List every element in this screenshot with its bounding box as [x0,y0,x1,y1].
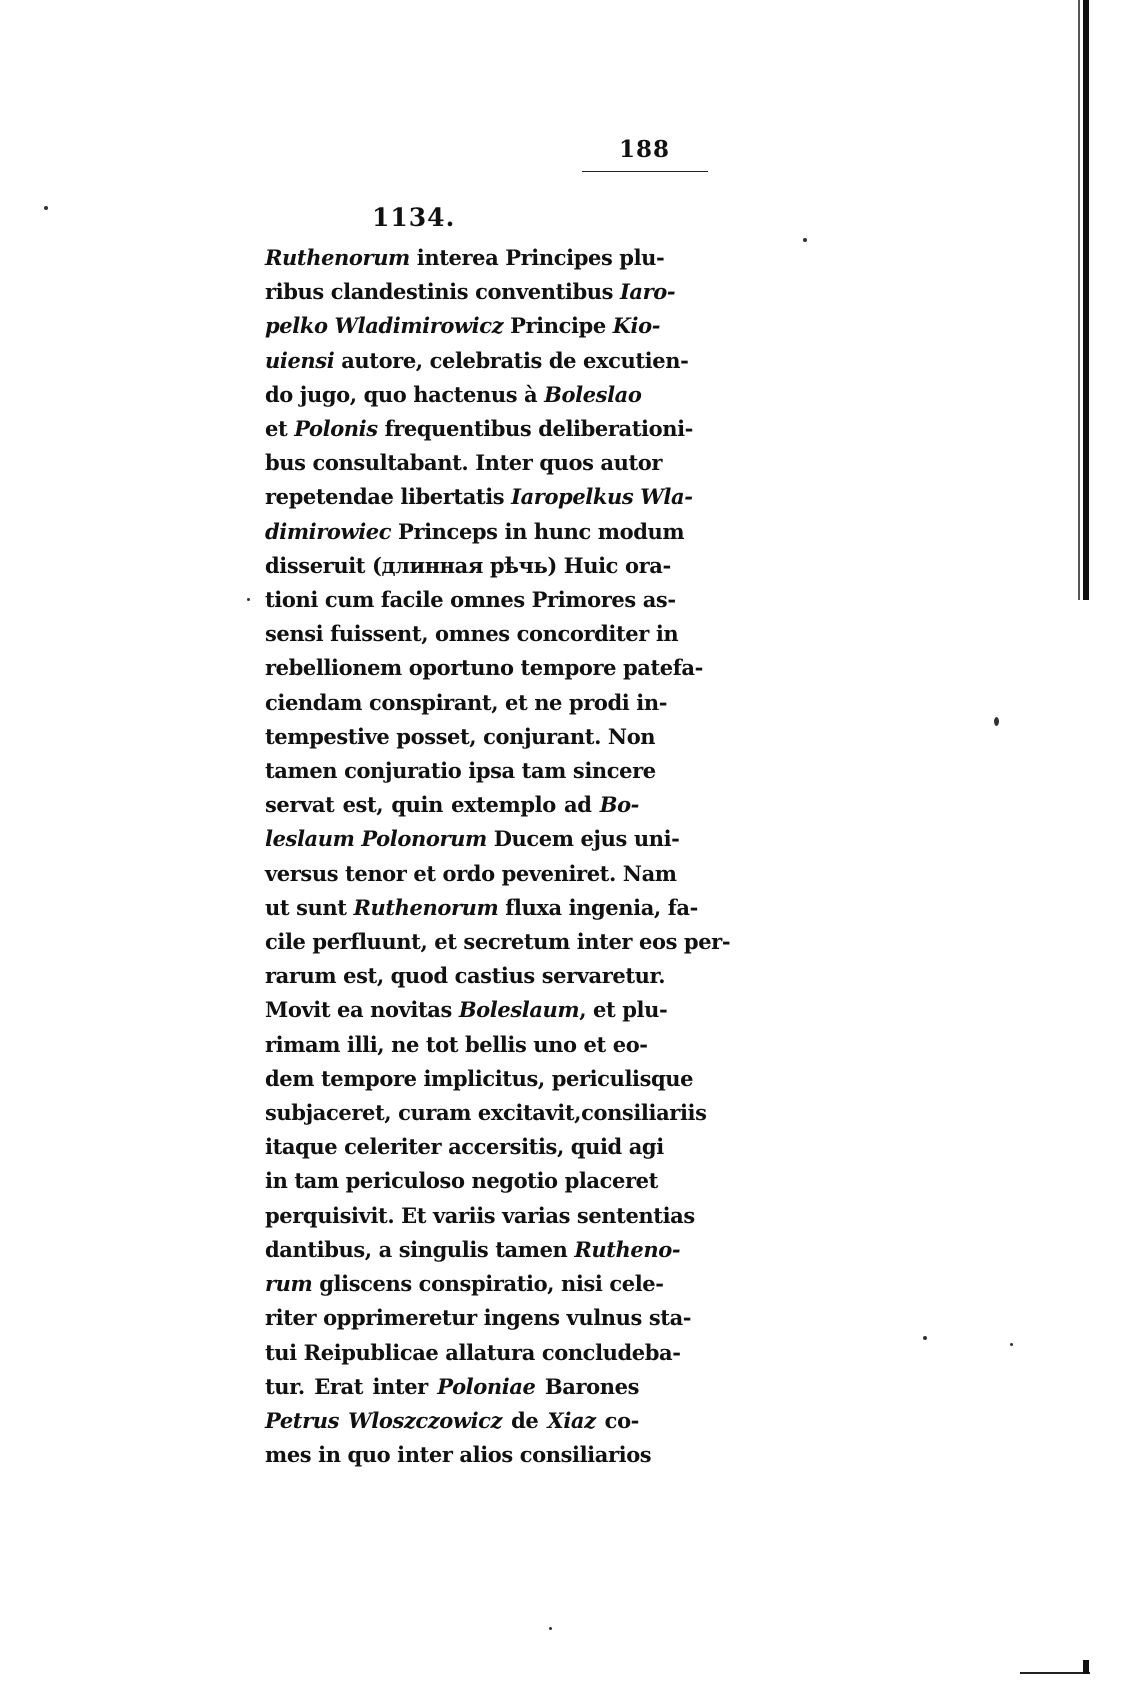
text-line [265,1301,692,1335]
text-line [265,822,680,856]
binding-edge-thin [1078,0,1080,600]
scan-speck [1010,1343,1013,1346]
text-run: Barones [535,1373,639,1399]
text-run: rarum est, quod castius servaretur. [265,963,666,989]
text-run: versus tenor et ordo peveniret. Nam [265,860,677,886]
text-run: rimam illi, ne tot bellis uno et eo- [265,1031,648,1057]
text-run: tur. Erat inter [265,1373,438,1399]
text-run: Princeps in hunc modum [391,518,685,544]
text-line [265,309,661,343]
text-run: itaque celeriter accersitis, quid agi [265,1134,664,1160]
italic-name: Iaro- [619,279,676,305]
text-line [265,378,642,412]
scan-speck [247,598,250,601]
text-run: autore, celebratis de excutien- [334,347,689,373]
page-number: 188 [618,136,670,163]
text-run: do jugo, quo hactenus à [265,381,545,407]
scan-speck [923,1336,927,1340]
text-run: de [502,1407,548,1433]
text-run: co- [595,1407,639,1433]
text-line [265,617,679,651]
scan-speck [44,206,48,210]
text-line [265,344,689,378]
text-run: Principe [503,313,613,339]
text-run: Ducem ejus uni- [486,826,680,852]
footer-mark [1083,1660,1089,1674]
text-line [265,993,668,1027]
text-line [265,1062,694,1096]
italic-name: Boleslaum [458,997,580,1023]
italic-name: Iaropelkus Wla- [511,484,693,510]
text-run: tioni cum facile omnes Primores as- [265,587,676,613]
text-line [265,1267,664,1301]
text-run: mes in quo inter alios consiliarios [265,1442,652,1468]
text-run: et [265,416,295,442]
text-run: , et plu- [579,997,668,1023]
italic-name: Ruthenorum [353,894,499,920]
text-line [265,857,677,891]
footer-rule [1020,1672,1090,1674]
text-run: perquisivit. Et variis varias sententias [265,1202,695,1228]
text-line [265,1336,681,1370]
text-run: tui Reipublicae allatura concludeba- [265,1339,681,1365]
year-heading: 1134. [372,203,456,232]
text-line [265,549,671,583]
italic-name: Polonis [294,416,378,442]
text-line [265,1096,707,1130]
italic-name: Poloniae [437,1373,536,1399]
text-run: tamen conjuratio ipsa tam sincere [265,758,656,784]
text-run: fluxa ingenia, fa- [498,894,698,920]
text-line [265,788,639,822]
text-line [265,1164,658,1198]
italic-name: Ruthenorum [265,245,410,270]
text-run: gliscens conspiratio, nisi cele- [312,1271,664,1297]
text-line [265,446,663,480]
text-line [265,959,666,993]
header-rule [582,171,708,172]
binding-edge [1083,0,1089,600]
text-line [265,1199,695,1233]
text-run: rebellionem oportuno tempore patefa- [265,655,703,681]
italic-name: pelko Wladimirowicz [265,313,504,339]
text-line [265,1370,639,1404]
text-line [265,754,656,788]
italic-name: Ruthenо- [574,1236,681,1262]
scan-speck [803,238,807,242]
text-run: interea Principes plu- [409,245,665,270]
body-text [265,241,731,1472]
text-line [265,891,698,925]
text-line [265,412,693,446]
text-run: riter opprimeretur ingens vulnus sta- [265,1305,692,1331]
text-run: dem tempore implicitus, periculisque [265,1065,694,1091]
text-line [265,720,656,754]
text-line [265,1028,648,1062]
text-run: bus consultabant. Inter quos autor [265,450,663,476]
scan-speck [549,1627,552,1630]
text-run: dantibus, a singulis tamen [265,1236,575,1262]
text-run: servat est, quin extemplo ad [265,792,600,818]
text-run: ciendam conspirant, et ne prodi in- [265,689,668,715]
text-line [265,480,693,514]
text-line [265,515,685,549]
text-line [265,241,665,275]
text-run: sensi fuissent, omnes concorditer in [265,621,679,647]
italic-name: rum [265,1271,313,1297]
italic-name: Bo- [599,792,639,818]
text-run: ribus clandestinis conventibus [265,279,620,305]
text-line [265,583,676,617]
text-line [265,686,668,720]
italic-name: Petrus Wloszczowicz [265,1407,503,1433]
text-line [265,1438,652,1472]
text-run: tempestive posset, conjurant. Non [265,723,656,749]
text-line [265,1404,639,1438]
italic-name: Kio- [612,313,661,339]
text-line [265,651,703,685]
italic-name: dimirowiec [265,518,392,544]
text-run: disseruit (длинная рѣчь) Huic ora- [265,552,671,578]
italic-name: Boleslao [544,381,642,407]
text-run: ut sunt [265,894,354,920]
italic-name: uiensi [265,347,335,373]
text-run: frequentibus deliberationi- [377,416,693,442]
text-line [265,1233,681,1267]
text-run: subjaceret, curam excitavit,consiliariis [265,1100,707,1126]
italic-name: leslaum Polonorum [265,826,487,852]
text-line [265,925,731,959]
text-run: cile perfluunt, et secretum inter eos per- [265,929,731,955]
text-line [265,275,676,309]
text-run: in tam periculoso negotio placeret [265,1168,658,1194]
text-line [265,1130,664,1164]
italic-name: Xiaz [547,1407,596,1433]
text-run: Movit ea novitas [265,997,459,1023]
scan-speck [994,717,999,726]
text-run: repetendae libertatis [265,484,512,510]
